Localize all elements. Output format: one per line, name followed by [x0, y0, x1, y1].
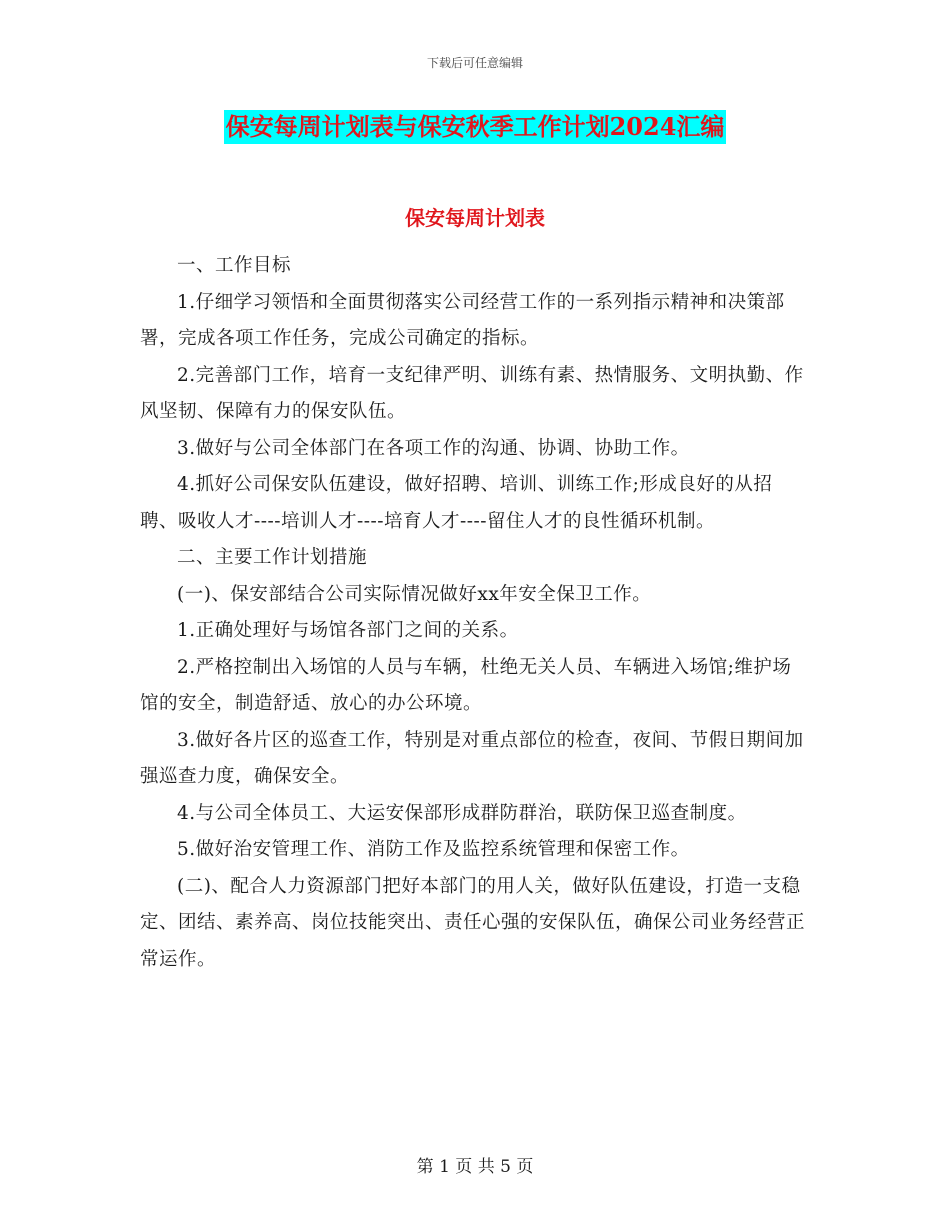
paragraph: 4.抓好公司保安队伍建设，做好招聘、培训、训练工作;形成良好的从招聘、吸收人才----培训人才----培育人才----留住人才的良性循环机制。 — [140, 474, 773, 532]
section-title: 保安每周计划表 — [405, 206, 545, 230]
paragraph: (二)、配合人力资源部门把好本部门的用人关，做好队伍建设，打造一支稳定、团结、素养高、岗位技能突出、责任心强的安保队伍，确保公司业务经营正常运作。 — [140, 875, 806, 970]
main-title-container — [0, 110, 950, 144]
paragraph: (一)、保安部结合公司实际情况做好xx年安全保卫工作。 — [177, 583, 652, 605]
paragraph: 二、主要工作计划措施 — [177, 547, 368, 568]
paragraph: 2.完善部门工作，培育一支纪律严明、训练有素、热情服务、文明执勤、作风坚韧、保障有力的保安队伍。 — [140, 364, 804, 422]
paragraph: 3.做好各片区的巡查工作，特别是对重点部位的检查，夜间、节假日期间加强巡查力度，确保安全。 — [140, 729, 804, 787]
paragraph: 2.严格控制出入场馆的人员与车辆，杜绝无关人员、车辆进入场馆;维护场馆的安全，制造舒适、放心的办公环境。 — [140, 656, 792, 714]
page-number-footer: 第 1 页 共 5 页 — [416, 1157, 534, 1177]
paragraph: 5.做好治安管理工作、消防工作及监控系统管理和保密工作。 — [177, 839, 690, 860]
paragraph: 1.仔细学习领悟和全面贯彻落实公司经营工作的一系列指示精神和决策部署，完成各项工作任务，完成公司确定的指标。 — [140, 291, 785, 349]
paragraph: 4.与公司全体员工、大运安保部形成群防群治，联防保卫巡查制度。 — [177, 802, 747, 824]
document-body — [140, 248, 810, 978]
paragraph: 3.做好与公司全体部门在各项工作的沟通、协调、协助工作。 — [177, 437, 690, 459]
paragraph: 1.正确处理好与场馆各部门之间的关系。 — [177, 620, 519, 641]
paragraph: 一、工作目标 — [177, 255, 292, 276]
page-header-note: 下载后可任意编辑 — [426, 56, 523, 70]
main-title: 保安每周计划表与保安秋季工作计划2024汇编 — [224, 110, 727, 144]
